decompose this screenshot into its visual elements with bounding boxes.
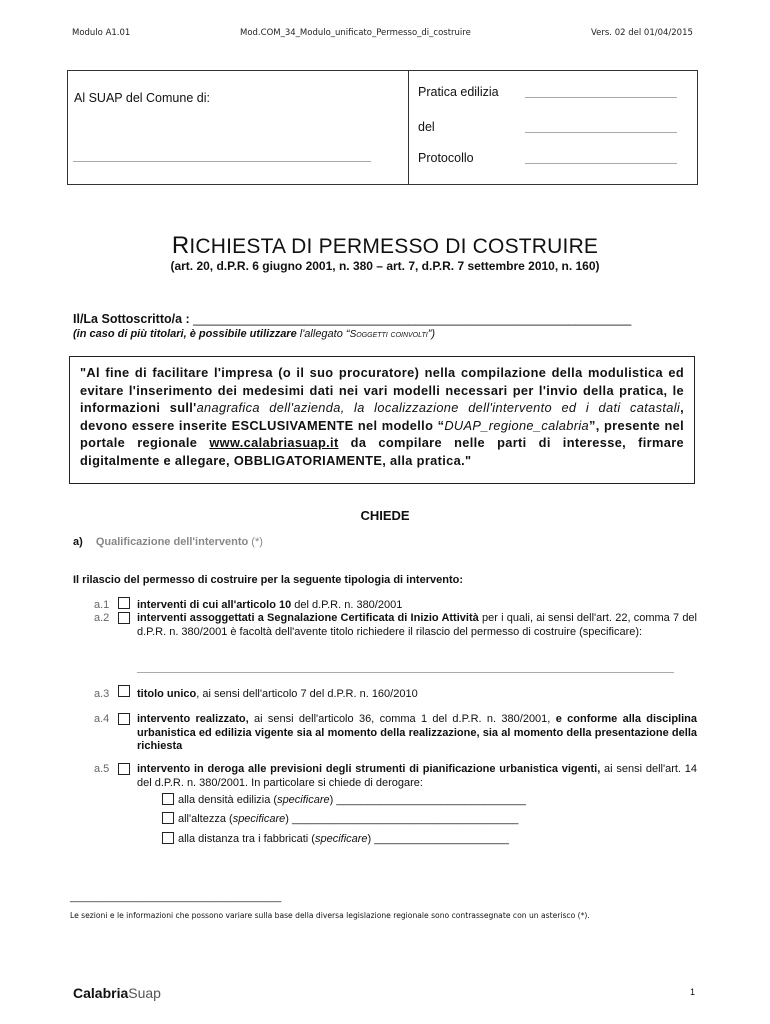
item-text-a5: intervento in deroga alle previsioni degli strumenti di pianificazione urbanistica vigenti, ai sensi dell'art. 14 del d.P.R. n. 380/2001. In particolare si chiede di derogare: [137, 763, 697, 789]
portal-link[interactable]: www.calabriasuap.it [209, 435, 339, 451]
protocollo-field[interactable] [525, 163, 677, 164]
sottoscritto-line[interactable] [73, 312, 631, 326]
section-a-heading: a) Qualificazione dell'intervento (*) [73, 536, 263, 548]
item-text-a1: interventi di cui all'articolo 10 del d.P.R. n. 380/2001 [137, 599, 403, 611]
item-text-a3: titolo unico, ai sensi dell'articolo 7 del d.P.R. n. 160/2010 [137, 688, 418, 700]
checkbox-a1[interactable] [118, 597, 130, 609]
del-field[interactable] [525, 132, 677, 133]
item-code-a1: a.1 [94, 599, 110, 611]
item-text-a2: interventi assoggettati a Segnalazione Certificata di Inizio Attività per i quali, ai sensi dell'art. 22, comma 7 del d.P.R. n. 380/2001 è facoltà dell'avente titolo richiedere il rilascio del permesso di costruire (specificare): [137, 612, 697, 638]
sottoscritto-note: (in caso di più titolari, è possibile utilizzare l'allegato “Soggetti coinvolti”) [73, 328, 436, 340]
deroga-altezza: all'altezza (specificare) _____________________________________ [178, 813, 519, 825]
item-code-a3: a.3 [94, 688, 110, 700]
checkbox-a2[interactable] [118, 612, 130, 624]
checkbox-densita[interactable] [162, 793, 174, 805]
box-divider [408, 71, 409, 184]
pratica-field[interactable] [525, 97, 677, 98]
sottoscritto-label: Il/La Sottoscritto/a : [73, 312, 190, 326]
intro-text: Il rilascio del permesso di costruire per la seguente tipologia di intervento: [73, 574, 463, 586]
recipient-box [67, 70, 698, 185]
page-number: 1 [690, 987, 696, 997]
checkbox-a5[interactable] [118, 763, 130, 775]
checkbox-a3[interactable] [118, 685, 130, 697]
checkbox-distanza[interactable] [162, 832, 174, 844]
header-form-name: Mod.COM_34_Modulo_unificato_Permesso_di_costruire [240, 28, 471, 38]
footnote: Le sezioni e le informazioni che possono variare sulla base della diversa legislazione regionale sono contrassegnate con un asterisco (*). [70, 911, 590, 920]
checkbox-altezza[interactable] [162, 812, 174, 824]
deroga-densita: alla densità edilizia (specificare) _______________________________ [178, 794, 527, 806]
specificare-field-a2[interactable] [137, 672, 674, 673]
page-title: RICHIESTA DI PERMESSO DI COSTRUIRE [171, 232, 599, 259]
item-text-a4: intervento realizzato, ai sensi dell'articolo 36, comma 1 del d.P.R. n. 380/2001, e conforme alla disciplina urbanistica ed edilizia vigente sia al momento della realizzazione, sia al momento della presentazione della richiesta [137, 713, 697, 752]
comune-field[interactable] [73, 161, 371, 162]
header-form-code: Modulo A1.01 [72, 28, 131, 38]
pratica-label: Pratica edilizia [418, 85, 499, 99]
protocollo-label: Protocollo [418, 151, 474, 165]
notice-box: "Al fine di facilitare l'impresa (o il suo procuratore) nella compilazione della modulistica ed evitare l'inserimento dei medesimi dati nei vari modelli necessari per l'invio della pratica, le informazioni sull'anagrafica dell'azienda, la localizzazione dell'intervento ed i dati catastali, devono essere inserite ESCLUSIVAMENTE nel modello “DUAP_regione_calabria”, presente nel portale regionale www.calabriasuap.it da compilare nelle parti di interesse, firmare digitalmente e allegare, OBBLIGATORIAMENTE, alla pratica." [69, 356, 695, 484]
item-code-a2: a.2 [94, 612, 110, 624]
del-label: del [418, 120, 435, 134]
suap-label: Al SUAP del Comune di: [74, 91, 210, 105]
footnote-rule: ______________________________________ [70, 892, 282, 903]
page-subtitle: (art. 20, d.P.R. 6 giugno 2001, n. 380 – art. 7, d.P.R. 7 settembre 2010, n. 160) [170, 259, 600, 273]
header-version: Vers. 02 del 01/04/2015 [591, 28, 693, 38]
item-code-a5: a.5 [94, 763, 110, 775]
chiede-heading: CHIEDE [360, 508, 410, 523]
calabriasuap-logo: CalabriaSuap [73, 985, 161, 1001]
item-code-a4: a.4 [94, 713, 110, 725]
checkbox-a4[interactable] [118, 713, 130, 725]
deroga-distanza: alla distanza tra i fabbricati (specificare) ______________________ [178, 833, 509, 845]
sottoscritto-field[interactable]: _______________________________________________________________ [193, 312, 632, 326]
